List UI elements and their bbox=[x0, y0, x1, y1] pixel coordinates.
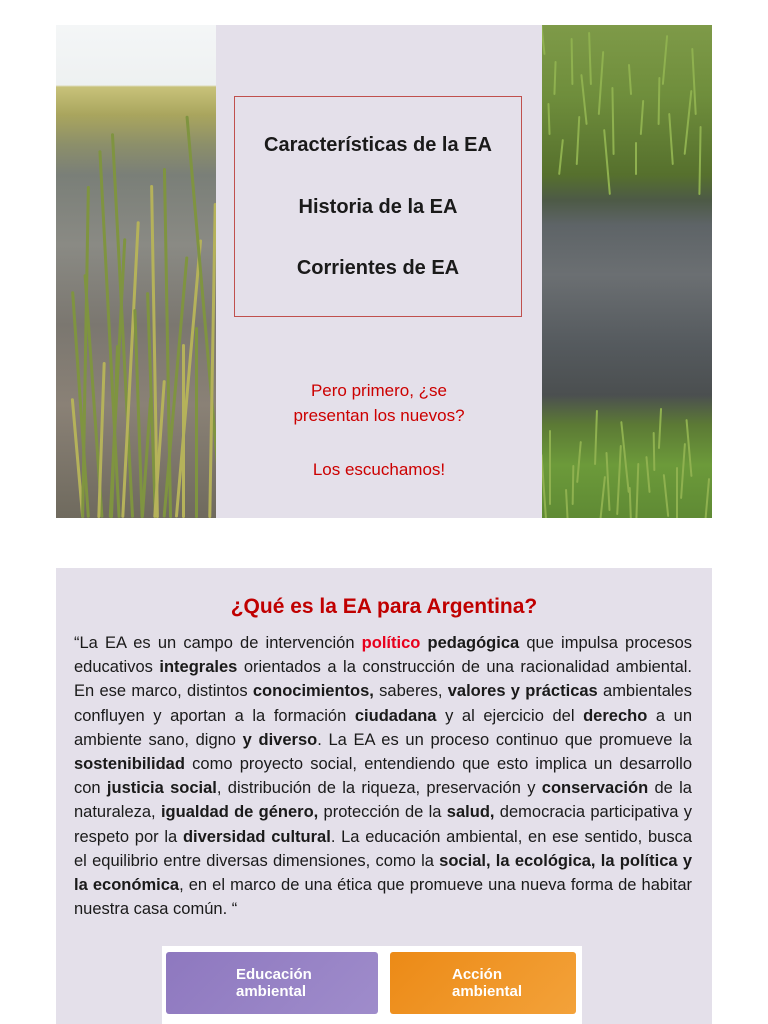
note-line-1: Pero primero, ¿se bbox=[310, 381, 448, 400]
grass-blade bbox=[553, 61, 556, 95]
slide-definition bbox=[56, 568, 712, 1024]
card-accion-ambiental bbox=[390, 952, 576, 1014]
topics-panel bbox=[216, 25, 542, 518]
grass-blade bbox=[635, 142, 637, 175]
card-educacion-title bbox=[236, 966, 356, 1000]
quote-emphasis: derecho bbox=[583, 706, 648, 725]
grass-blade bbox=[640, 100, 644, 135]
quote-text: protección de la bbox=[318, 803, 447, 822]
grass-blade bbox=[571, 38, 574, 85]
quote-emphasis: social, la ecológica, la política y la económica bbox=[74, 851, 692, 895]
grass-blade bbox=[576, 116, 581, 165]
grass-blade bbox=[676, 467, 678, 518]
grass-blade bbox=[628, 64, 632, 95]
grass-blade bbox=[549, 430, 551, 505]
grass-blade bbox=[547, 103, 550, 135]
grass-blade bbox=[558, 139, 564, 175]
grass-blade bbox=[645, 456, 650, 493]
quote-emphasis: sostenibilidad bbox=[74, 755, 185, 774]
quote-emphasis: conservación bbox=[541, 779, 649, 798]
grass-blade bbox=[588, 32, 592, 85]
quote-emphasis: ciudadana bbox=[354, 706, 437, 725]
grass-blade bbox=[684, 90, 693, 155]
quote-text: y al ejercicio del bbox=[436, 706, 584, 725]
quote-text: , distribución de la riqueza, preservación y bbox=[216, 779, 542, 798]
grass-blade bbox=[611, 87, 614, 155]
note-tail: Los escuchamos! bbox=[312, 460, 446, 479]
grass-blade bbox=[658, 77, 661, 125]
grass-blade bbox=[616, 445, 622, 515]
grass-blade bbox=[668, 113, 674, 165]
grass-blade bbox=[702, 478, 710, 518]
quote-emphasis: igualdad de género, bbox=[160, 803, 319, 822]
grass-blade bbox=[663, 474, 669, 517]
quote-text: que impulsa procesos educativos bbox=[74, 634, 692, 677]
quote-text: a un ambiente sano, digno bbox=[74, 706, 692, 749]
grass-blade bbox=[653, 432, 656, 471]
quote-text: orientados a la construcción de una racionalidad ambiental. En ese marco, distintos bbox=[74, 658, 692, 701]
topic-caracteristicas: Características de la EA bbox=[264, 134, 492, 156]
grass-blade bbox=[620, 421, 630, 493]
grass-blade bbox=[605, 452, 610, 511]
grass-blade bbox=[572, 465, 575, 505]
topics-box bbox=[234, 96, 522, 317]
stream-photo-right bbox=[542, 25, 712, 518]
slide-title: ¿Qué es la EA para Argentina? bbox=[230, 595, 538, 618]
card-educacion-line1: Educación bbox=[236, 966, 312, 983]
quote-text: de la naturaleza, bbox=[74, 779, 692, 822]
quote-text bbox=[420, 634, 427, 652]
slide-topics bbox=[56, 25, 712, 518]
reed-stem bbox=[182, 344, 185, 518]
reed-stem bbox=[195, 327, 198, 518]
grass-blade bbox=[598, 476, 606, 518]
quote-emphasis: justicia social bbox=[106, 779, 217, 798]
wetland-photo-left bbox=[56, 25, 216, 518]
reed-stem bbox=[141, 397, 152, 518]
grass-blade bbox=[580, 74, 587, 125]
grass-blade bbox=[680, 443, 686, 499]
quote-emphasis: y diverso bbox=[242, 730, 318, 749]
grass-blade bbox=[685, 419, 692, 477]
note-line-2: presentan los nuevos? bbox=[293, 406, 465, 425]
quote-emphasis: valores y prácticas bbox=[447, 682, 598, 701]
quote-text: . La educación ambiental, en ese sentido, busca el equilibrio entre diversas dimensiones, como la bbox=[74, 827, 693, 870]
quote-emphasis-red: político bbox=[361, 634, 421, 652]
quote-emphasis: diversidad cultural bbox=[182, 827, 331, 846]
definition-quote bbox=[74, 631, 692, 921]
quote-text: saberes, bbox=[373, 682, 448, 701]
quote-emphasis: salud, bbox=[446, 803, 495, 822]
quote-text: , en el marco de una ética que promueve una nueva forma de habitar nuestra casa común. “ bbox=[74, 876, 692, 919]
grass-blade bbox=[565, 489, 569, 518]
card-accion-line1: Acción bbox=[452, 966, 503, 983]
grass-blade bbox=[658, 408, 662, 449]
cards-strip bbox=[162, 946, 582, 1024]
grass-blade bbox=[576, 441, 582, 483]
quote-text: democracia participativa y respeto por la bbox=[74, 803, 692, 846]
topic-historia: Historia de la EA bbox=[298, 196, 458, 218]
quote-emphasis: integrales bbox=[159, 658, 238, 677]
quote-emphasis: conocimientos, bbox=[252, 682, 374, 701]
grass-blade bbox=[603, 129, 611, 195]
quote-text: . La EA es un proceso continuo que promueve la bbox=[317, 730, 692, 749]
card-educacion-line2: ambiental bbox=[236, 983, 307, 1000]
quote-text: ambientales confluyen y aportan a la formación bbox=[74, 682, 692, 725]
grass-blade bbox=[698, 126, 701, 195]
card-educacion-ambiental bbox=[166, 952, 378, 1014]
quote-emphasis: pedagógica bbox=[427, 634, 520, 652]
grass-blade bbox=[635, 463, 640, 518]
topic-corrientes: Corrientes de EA bbox=[296, 257, 460, 279]
grass-blade bbox=[598, 51, 604, 115]
grass-blade bbox=[629, 487, 634, 518]
quote-text: como proyecto social, entendiendo que esto implica un desarrollo con bbox=[74, 755, 692, 798]
card-accion-title bbox=[452, 966, 572, 1000]
card-accion-line2: ambiental bbox=[452, 983, 523, 1000]
grass-blade bbox=[691, 48, 697, 115]
grass-blade bbox=[662, 35, 668, 85]
reed-stem bbox=[175, 239, 202, 517]
grass-blade bbox=[594, 410, 598, 465]
quote-text: “La EA es un campo de intervención bbox=[74, 634, 362, 652]
